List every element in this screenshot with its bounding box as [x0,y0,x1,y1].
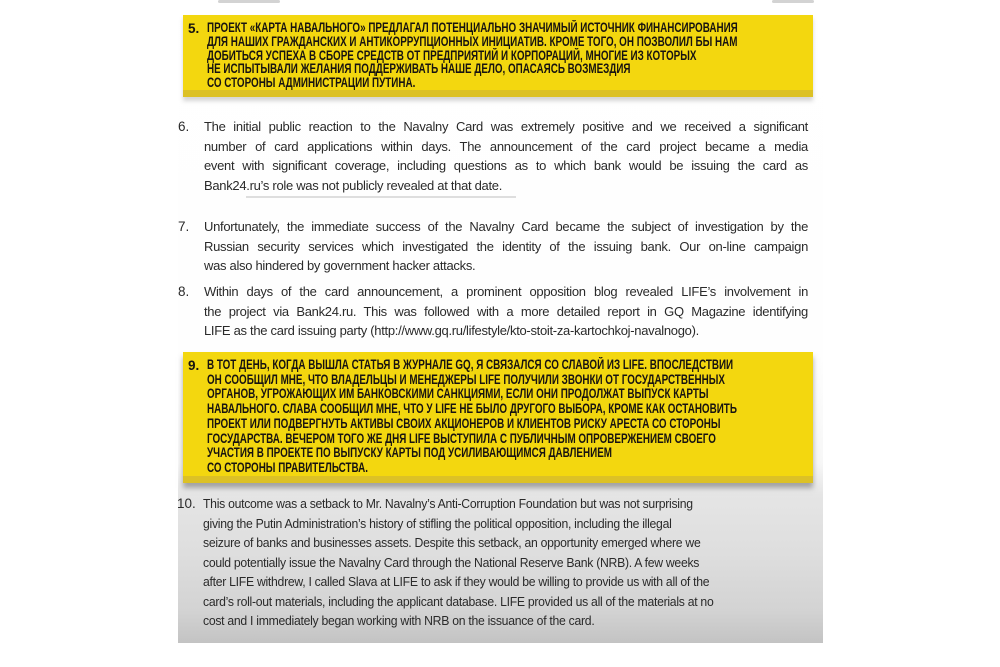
text-line: was also hindered by government hacker attacks. [204,258,476,273]
highlighted-paragraph-5 [183,15,813,97]
text-line: Unfortunately, the immediate success of the Navalny Card became the subject of investigation by the [204,219,808,234]
text-line: event with significant coverage, including questions as to which bank would be issuing the card as [204,158,808,173]
text-line: card’s roll-out materials, including the applicant database. LIFE provided us all of the materials at no [203,593,714,609]
item-number: 6. [178,119,190,134]
item-number: 10. [177,496,196,511]
text-line: the project via Bank24.ru. This was followed with a more detailed report in GQ Magazine identifying [204,303,808,319]
text-line: giving the Putin Administration’s history of stifling the political opposition, including the illegal [203,515,672,531]
text-line: ДЛЯ НАШИХ ГРАЖДАНСКИХ И АНТИКОРРУПЦИОННЫХ ИНИЦИАТИВ. КРОМЕ ТОГО, ОН ПОЗВОЛИЛ БЫ НАМ [207,33,738,49]
text-line: ОН СООБЩИЛ МНЕ, ЧТО ВЛАДЕЛЬЦЫ И МЕНЕДЖЕРЫ LIFE ПОЛУЧИЛИ ЗВОНКИ ОТ ГОСУДАРСТВЕННЫХ [207,371,725,387]
text-line: Russian security services which investigated the identity of the issuing bank. Our on-line campaign [204,238,808,254]
text-line: number of card applications within days. The announcement of the card project became a media [204,138,808,154]
text-line: ГОСУДАРСТВА. ВЕЧЕРОМ ТОГО ЖЕ ДНЯ LIFE ВЫСТУПИЛА С ПУБЛИЧНЫМ ОПРОВЕРЖЕНИЕМ СВОЕГО [207,430,716,446]
text-line: СО СТОРОНЫ АДМИНИСТРАЦИИ ПУТИНА. [207,75,416,91]
paragraph-6 [178,117,808,195]
paragraph-7 [178,217,808,276]
text-line: cost and I immediately began working with NRB on the issuance of the card. [203,613,595,628]
text-line: The initial public reaction to the Navalny Card was extremely positive and we received a significant [204,119,808,134]
paragraph-8 [178,282,808,341]
text-line: СО СТОРОНЫ ПРАВИТЕЛЬСТВА. [207,459,369,475]
text-line: Within days of the card announcement, a prominent opposition blog revealed LIFE’s involvement in [204,284,808,299]
item-number: 7. [178,219,190,234]
highlighted-paragraph-9 [183,352,813,483]
text-line: ПРОЕКТ «КАРТА НАВАЛЬНОГО» ПРЕДЛАГАЛ ПОТЕНЦИАЛЬНО ЗНАЧИМЫЙ ИСТОЧНИК ФИНАНСИРОВАНИЯ [207,20,738,35]
item-number: 5. [188,21,200,36]
text-line: НЕ ИСПЫТЫВАЛИ ЖЕЛАНИЯ ПОДДЕРЖИВАТЬ НАШЕ ДЕЛО, ОПАСАЯСЬ ВОЗМЕЗДИЯ [207,61,631,77]
cutoff-text-artifact [218,0,280,3]
text-line: НАВАЛЬНОГО. СЛАВА СООБЩИЛ МНЕ, ЧТО У LIFE НЕ БЫЛО ДРУГОГО ВЫБОРА, КРОМЕ КАК ОСТАНОВИТЬ [207,401,737,417]
text-line: seizure of banks and businesses assets. Despite this setback, an opportunity emerged where we [203,535,701,550]
text-line: ПРОЕКТ ИЛИ ПОДВЕРГНУТЬ АКТИВЫ СВОИХ АКЦИОНЕРОВ И КЛИЕНТОВ РИСКУ АРЕСТА СО СТОРОНЫ [207,415,721,431]
paragraph-10 [177,494,807,631]
text-line: УЧАСТИЯ В ПРОЕКТЕ ПО ВЫПУСКУ КАРТЫ ПОД УСИЛИВАЮЩИМСЯ ДАВЛЕНИЕМ [207,445,613,461]
text-line: ДОБИТЬСЯ УСПЕХА В СБОРЕ СРЕДСТВ ОТ ПРЕДПРИЯТИЙ И КОРПОРАЦИЙ, МНОГИЕ ИЗ КОТОРЫХ [207,47,697,63]
text-line: This outcome was a setback to Mr. Navalny’s Anti-Corruption Foundation but was not surprising [203,496,693,511]
cutoff-text-artifact [772,0,814,3]
text-line: after LIFE withdrew, I called Slava at LIFE to ask if they would be willing to provide us with all of the [203,574,710,589]
text-line: LIFE as the card issuing party (http://www.gq.ru/lifestyle/kto-stoit-za-kartochkoj-navalnogo). [204,323,699,338]
item-number: 8. [178,284,190,299]
text-line: ОРГАНОВ, УГРОЖАЮЩИХ ИМ БАНКОВСКИМИ САНКЦИЯМИ, ЕСЛИ ОНИ ПРОДОЛЖАТ ВЫПУСК КАРТЫ [207,386,709,402]
text-line: Bank24.ru’s role was not publicly revealed at that date. [204,177,503,193]
text-line: В ТОТ ДЕНЬ, КОГДА ВЫШЛА СТАТЬЯ В ЖУРНАЛЕ GQ, Я СВЯЗАЛСЯ СО СЛАВОЙ ИЗ LIFE. ВПОСЛЕДСТВИИ [207,357,734,372]
text-line: could potentially issue the Navalny Card through the National Reserve Bank (NRB). A few weeks [203,554,700,570]
scan-artifact-line [246,196,516,198]
item-number: 9. [188,358,200,373]
